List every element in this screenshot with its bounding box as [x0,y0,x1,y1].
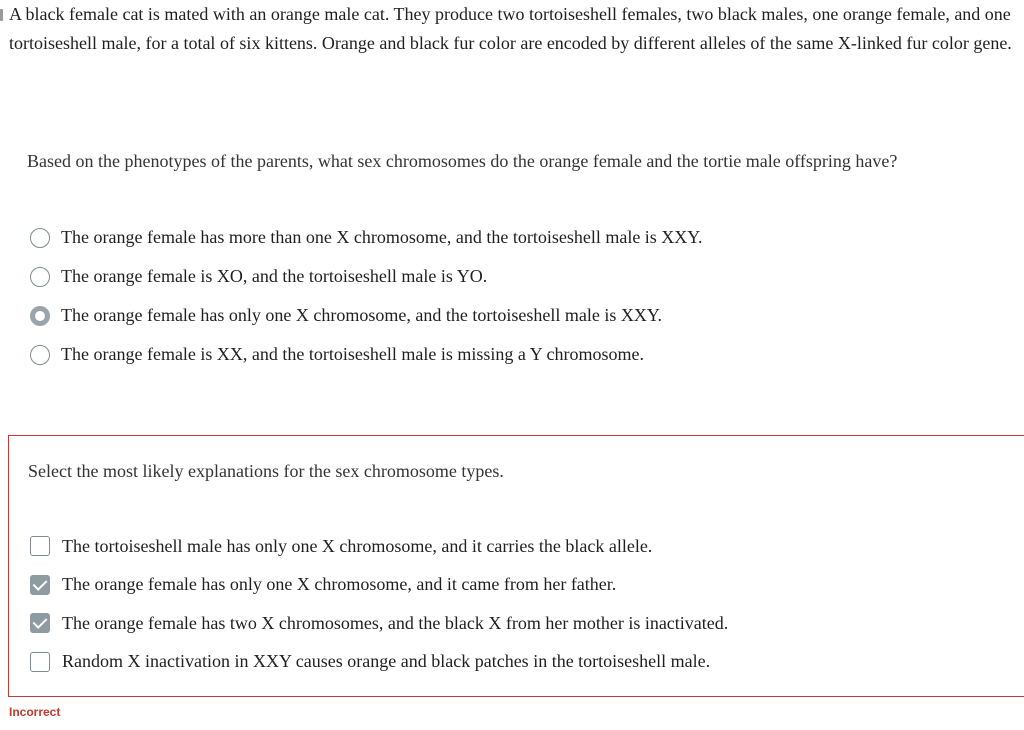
radio-option-label: The orange female has more than one X chromosome, and the tortoiseshell male is XXY. [61,227,703,247]
status-incorrect: Incorrect [9,705,61,719]
checkbox-option-label: The orange female has two X chromosomes, and the black X from her mother is inactivated. [62,612,729,633]
radio-option-2[interactable] [30,257,703,296]
radio-option-3[interactable] [30,296,703,335]
radio-option-label: The orange female has only one X chromosome, and the tortoiseshell male is XXY. [61,305,663,325]
checkbox-option-2[interactable] [30,566,728,605]
question1-options [30,218,703,374]
radio-button-selected[interactable] [30,306,50,326]
checkbox-option-4[interactable] [30,643,728,682]
intro-text: A black female cat is mated with an orange male cat. They produce two tortoiseshell females, two black males, one orange female, and one tortoiseshell male, for a total of six kittens. Orange and black fur color are encoded by different alleles of the same X-linked fur color gene. [9,4,1012,53]
checkbox-checked[interactable] [30,613,50,633]
checkbox-checked[interactable] [30,575,50,595]
checkbox[interactable] [30,536,50,556]
radio-option-label: The orange female is XO, and the tortoiseshell male is YO. [61,266,488,286]
question-marker [0,9,3,21]
question1-prompt: Based on the phenotypes of the parents, what sex chromosomes do the orange female and the tortie male offspring have? [27,151,898,171]
checkbox-option-label: Random X inactivation in XXY causes orange and black patches in the tortoiseshell male. [62,651,711,672]
question2-options [30,527,728,681]
checkbox-option-3[interactable] [30,604,728,643]
checkbox-option-label: The orange female has only one X chromosome, and it came from her father. [62,574,617,595]
radio-option-1[interactable] [30,218,703,257]
radio-option-label: The orange female is XX, and the tortoiseshell male is missing a Y chromosome. [61,344,645,364]
radio-button[interactable] [30,267,50,287]
checkbox-option-label: The tortoiseshell male has only one X chromosome, and it carries the black allele. [62,535,653,556]
radio-button[interactable] [30,345,50,365]
checkbox-option-1[interactable] [30,527,728,566]
radio-option-4[interactable] [30,335,703,374]
radio-button[interactable] [30,228,50,248]
question2-prompt: Select the most likely explanations for the sex chromosome types. [28,461,504,481]
checkbox[interactable] [30,652,50,672]
